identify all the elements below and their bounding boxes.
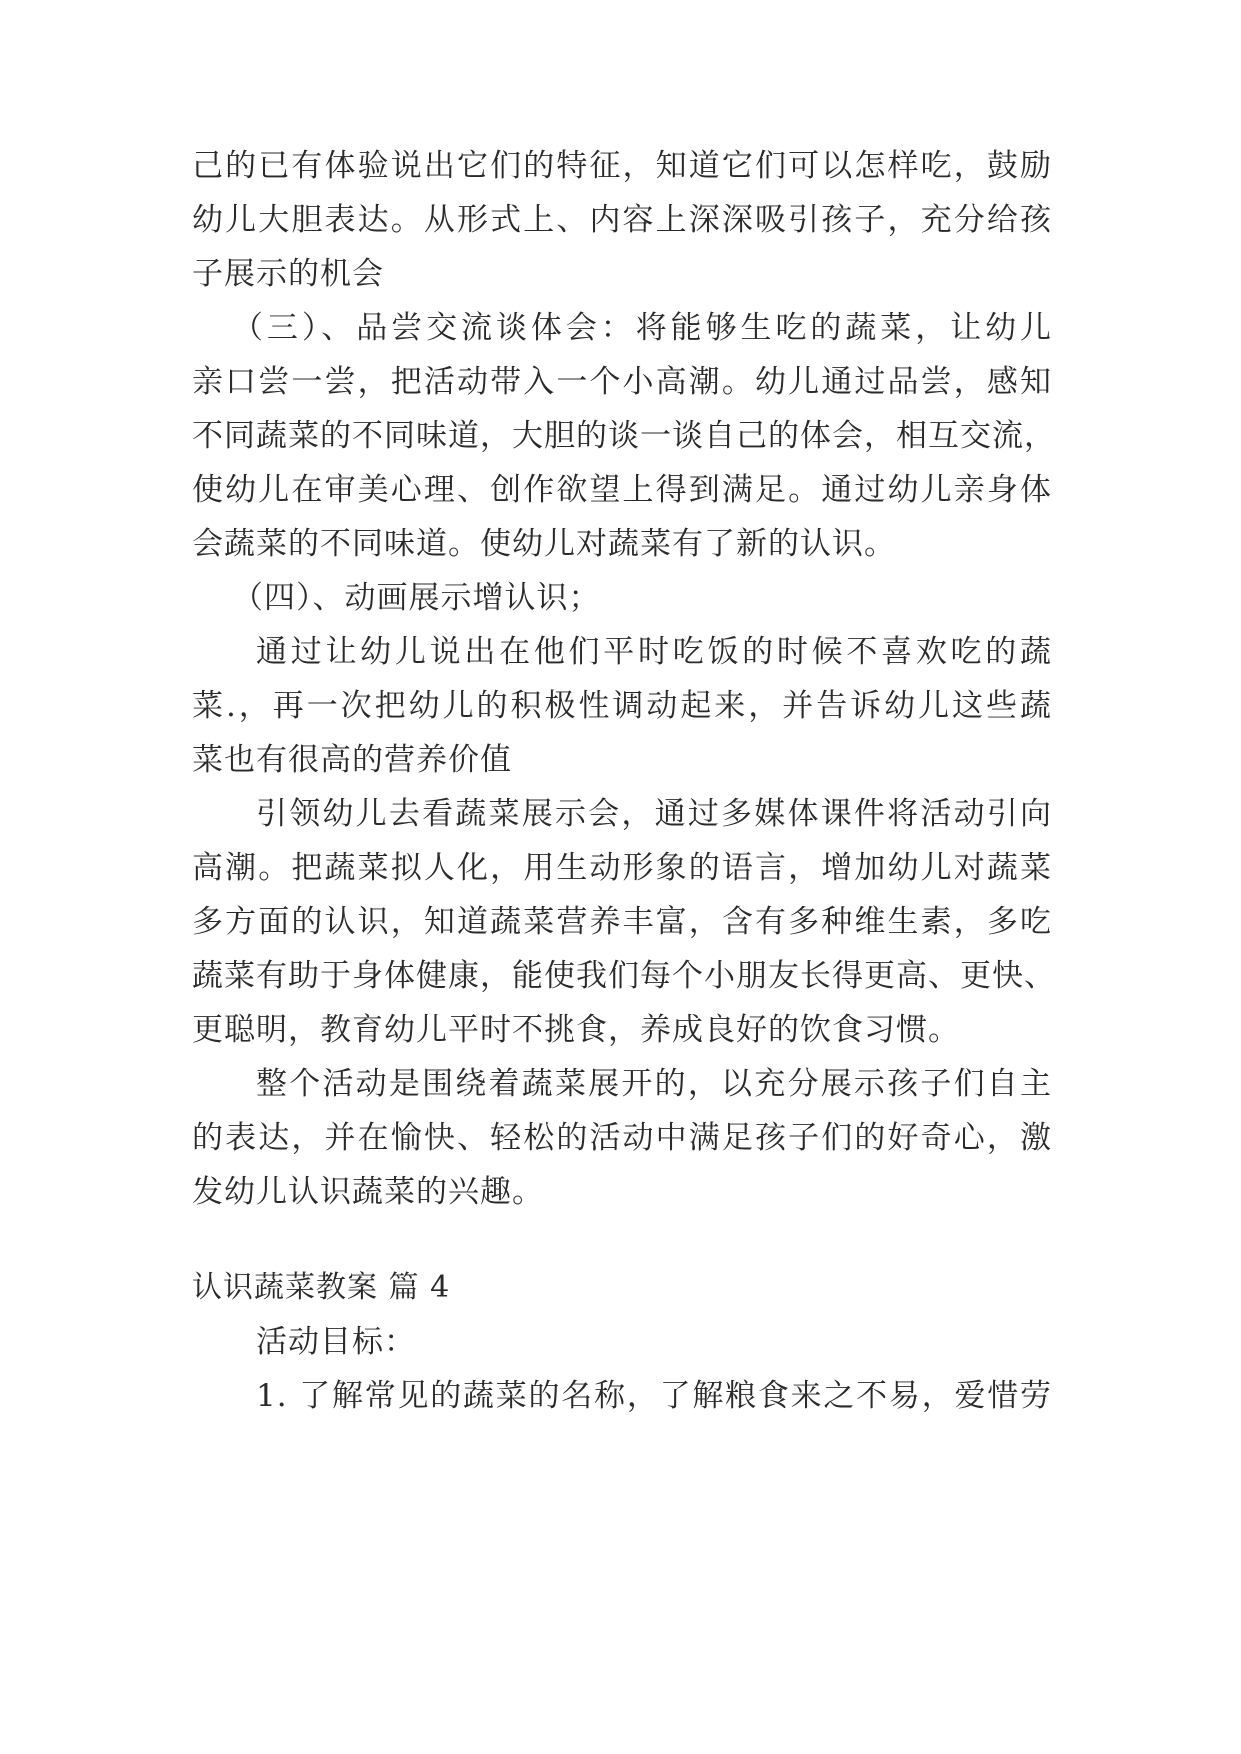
text-line: 菜也有很高的营养价值	[192, 742, 512, 778]
text-line: 己的已有体验说出它们的特征，知道它们可以怎样吃，鼓励	[192, 148, 1052, 184]
text-line: 菜.，再一次把幼儿的积极性调动起来，并告诉幼儿这些蔬	[192, 688, 1052, 724]
text-line: 更聪明，教育幼儿平时不挑食，养成良好的饮食习惯。	[192, 1012, 960, 1048]
section-heading: 认识蔬菜教案 篇 4	[192, 1270, 451, 1305]
text-line: 高潮。把蔬菜拟人化，用生动形象的语言，增加幼儿对蔬菜	[192, 850, 1052, 886]
text-line: 多方面的认识，知道蔬菜营养丰富，含有多种维生素，多吃	[192, 904, 1052, 940]
text-line: 会蔬菜的不同味道。使幼儿对蔬菜有了新的认识。	[192, 526, 896, 562]
text-line: 使幼儿在审美心理、创作欲望上得到满足。通过幼儿亲身体	[192, 472, 1052, 508]
text-line: 蔬菜有助于身体健康，能使我们每个小朋友长得更高、更快、	[192, 958, 1056, 994]
text-line: 发幼儿认识蔬菜的兴趣。	[192, 1174, 544, 1210]
text-line: （四）、动画展示增认识；	[232, 580, 601, 616]
text-line: 亲口尝一尝，把活动带入一个小高潮。幼儿通过品尝，感知	[192, 364, 1052, 400]
text-line: 不同蔬菜的不同味道，大胆的谈一谈自己的体会，相互交流，	[192, 418, 1056, 454]
text-line: 1. 了解常见的蔬菜的名称，了解粮食来之不易，爱惜劳	[256, 1378, 1052, 1414]
text-line: 引领幼儿去看蔬菜展示会，通过多媒体课件将活动引向	[256, 796, 1052, 832]
text-line: 活动目标：	[256, 1324, 416, 1360]
text-line: 整个活动是围绕着蔬菜展开的，以充分展示孩子们自主	[256, 1066, 1052, 1102]
text-line: 通过让幼儿说出在他们平时吃饭的时候不喜欢吃的蔬	[256, 634, 1052, 670]
text-line: 幼儿大胆表达。从形式上、内容上深深吸引孩子，充分给孩	[192, 202, 1052, 238]
text-line: 子展示的机会	[192, 256, 384, 292]
text-line: （三）、品尝交流谈体会：将能够生吃的蔬菜，让幼儿	[232, 310, 1052, 346]
text-line: 的表达，并在愉快、轻松的活动中满足孩子们的好奇心，激	[192, 1120, 1052, 1156]
